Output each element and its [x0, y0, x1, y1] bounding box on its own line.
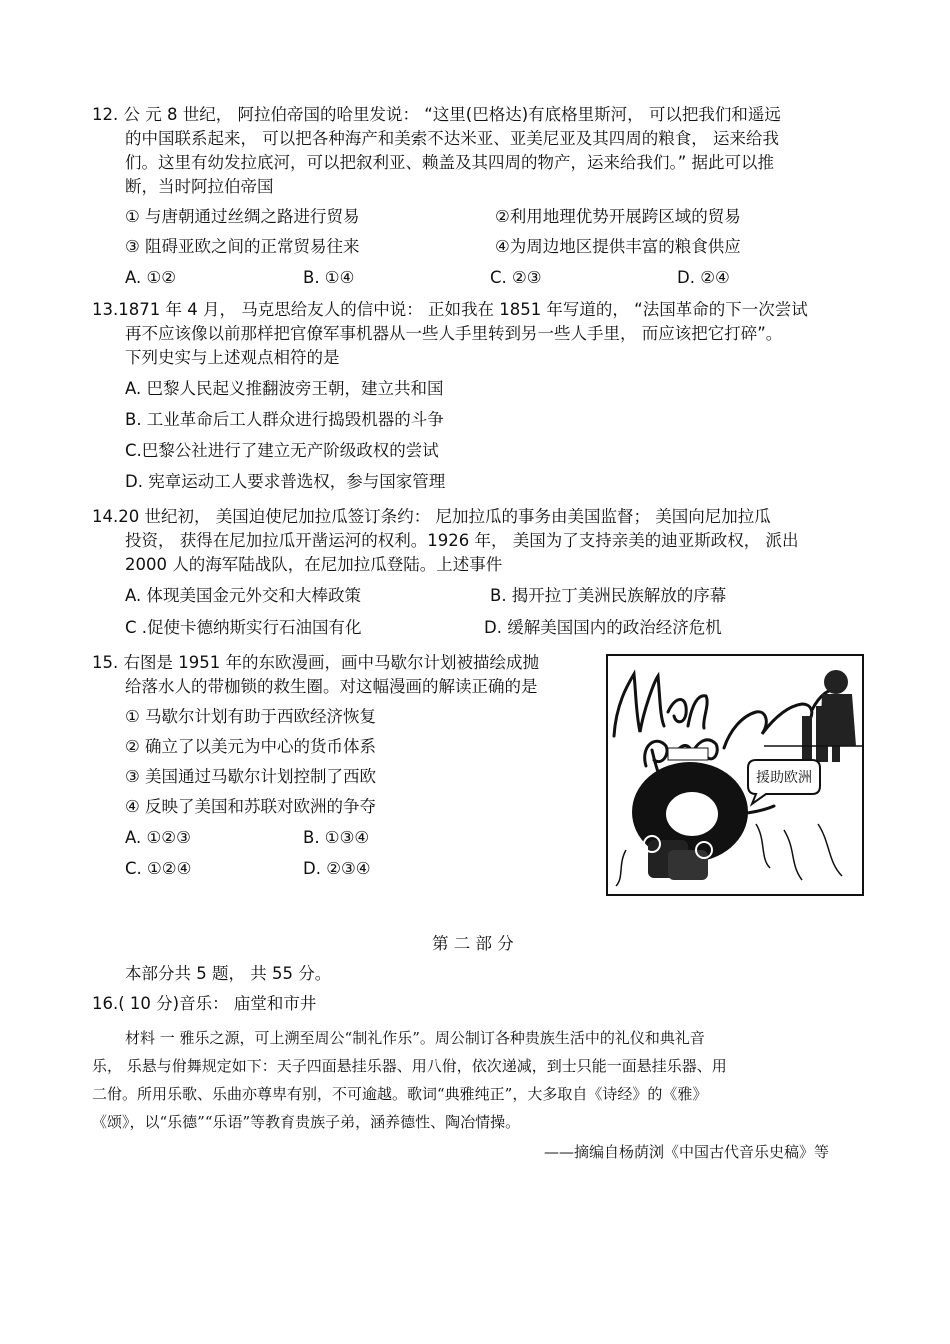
q13-option-a[interactable]: A. 巴黎人民起义推翻波旁王朝，建立共和国 [125, 379, 444, 398]
marshall-plan-cartoon [606, 654, 864, 896]
q14-option-d[interactable]: D. 缓解美国国内的政治经济危机 [484, 618, 722, 637]
q14-option-b[interactable]: B. 揭开拉丁美洲民族解放的序幕 [490, 586, 727, 605]
q12-option-b[interactable]: B. ①④ [303, 268, 355, 287]
q16-material-source: ——摘编自杨荫浏《中国古代音乐史稿》等 [544, 1143, 830, 1161]
q12-item-4: ④为周边地区提供丰富的粮食供应 [495, 237, 741, 256]
q14-stem-line-3: 2000 人的海军陆战队，在尼加拉瓜登陆。上述事件 [125, 555, 503, 574]
q12-option-c[interactable]: C. ②③ [490, 268, 542, 287]
q14-stem-line-1: 14.20 世纪初， 美国迫使尼加拉瓜签订条约： 尼加拉瓜的事务由美国监督； 美国向尼加拉瓜 [92, 507, 771, 526]
part2-intro: 本部分共 5 题， 共 55 分。 [125, 964, 332, 983]
q15-option-a[interactable]: A. ①②③ [125, 828, 191, 847]
q12-item-1: ① 与唐朝通过丝绸之路进行贸易 [125, 207, 360, 226]
q16-material-line-3: 二佾。所用乐歌、乐曲亦尊卑有别，不可逾越。歌词“典雅纯正”，大多取自《诗经》的《雅》 [92, 1085, 708, 1103]
q15-item-1: ① 马歇尔计划有助于西欧经济恢复 [125, 707, 377, 726]
q14-stem-line-2: 投资， 获得在尼加拉瓜开凿运河的权利。1926 年， 美国为了支持亲美的迪亚斯政权， 派出 [125, 531, 799, 550]
q14-option-c[interactable]: C .促使卡德纳斯实行石油国有化 [125, 618, 362, 637]
q12-item-2: ②利用地理优势开展跨区域的贸易 [495, 207, 741, 226]
q15-option-d[interactable]: D. ②③④ [303, 859, 371, 878]
q15-option-b[interactable]: B. ①③④ [303, 828, 370, 847]
q13-stem-line-3: 下列史实与上述观点相符的是 [125, 348, 340, 367]
q12-stem-line-1: 12. 公 元 8 世纪， 阿拉伯帝国的哈里发说： “这里(巴格达)有底格里斯河， 可以把我们和遥远 [92, 105, 781, 124]
q15-item-3: ③ 美国通过马歇尔计划控制了西欧 [125, 767, 377, 786]
q15-item-4: ④ 反映了美国和苏联对欧洲的争夺 [125, 797, 377, 816]
q13-option-b[interactable]: B. 工业革命后工人群众进行捣毁机器的斗争 [125, 410, 444, 429]
q14-option-a[interactable]: A. 体现美国金元外交和大棒政策 [125, 586, 361, 605]
q13-stem-line-1: 13.1871 年 4 月， 马克思给友人的信中说： 正如我在 1851 年写道的， “法国革命的下一次尝试 [92, 300, 808, 319]
part2-title: 第 二 部 分 [432, 934, 514, 953]
q12-stem-line-2: 的中国联系起来， 可以把各种海产和美索不达米亚、亚美尼亚及其四周的粮食， 运来给我 [125, 129, 779, 148]
q12-stem-line-4: 断，当时阿拉伯帝国 [125, 177, 274, 196]
q12-option-d[interactable]: D. ②④ [677, 268, 730, 287]
q13-option-d[interactable]: D. 宪章运动工人要求普选权，参与国家管理 [125, 472, 446, 491]
q15-stem-line-1: 15. 右图是 1951 年的东欧漫画，画中马歇尔计划被描绘成抛 [92, 653, 539, 672]
q16-material-line-4: 《颂》，以“乐德”“乐语”等教育贵族子弟，涵养德性、陶冶情操。 [92, 1113, 521, 1131]
q12-option-a[interactable]: A. ①② [125, 268, 177, 287]
q16-material-line-1: 材料 一 雅乐之源，可上溯至周公“制礼作乐”。周公制订各种贵族生活中的礼仪和典礼音 [125, 1029, 705, 1047]
q16-material-line-2: 乐， 乐悬与佾舞规定如下：天子四面悬挂乐器、用八佾，依次递减，到士只能一面悬挂乐器、用 [92, 1057, 727, 1075]
q16-title: 16.( 10 分)音乐： 庙堂和市井 [92, 994, 317, 1013]
q15-option-c[interactable]: C. ①②④ [125, 859, 192, 878]
q13-stem-line-2: 再不应该像以前那样把官僚军事机器从一些人手里转到另一些人手里， 而应该把它打碎”。 [125, 324, 783, 343]
q15-item-2: ② 确立了以美元为中心的货币体系 [125, 737, 377, 756]
speech-bubble-text: 援助欧洲 [756, 770, 812, 786]
q13-option-c[interactable]: C.巴黎公社进行了建立无产阶级政权的尝试 [125, 441, 439, 460]
q12-item-3: ③ 阻碍亚欧之间的正常贸易往来 [125, 237, 360, 256]
q15-stem-line-2: 给落水人的带枷锁的救生圈。对这幅漫画的解读正确的是 [125, 677, 538, 696]
q12-stem-line-3: 们。这里有幼发拉底河，可以把叙利亚、赖盖及其四周的物产，运来给我们。” 据此可以推 [125, 153, 775, 172]
